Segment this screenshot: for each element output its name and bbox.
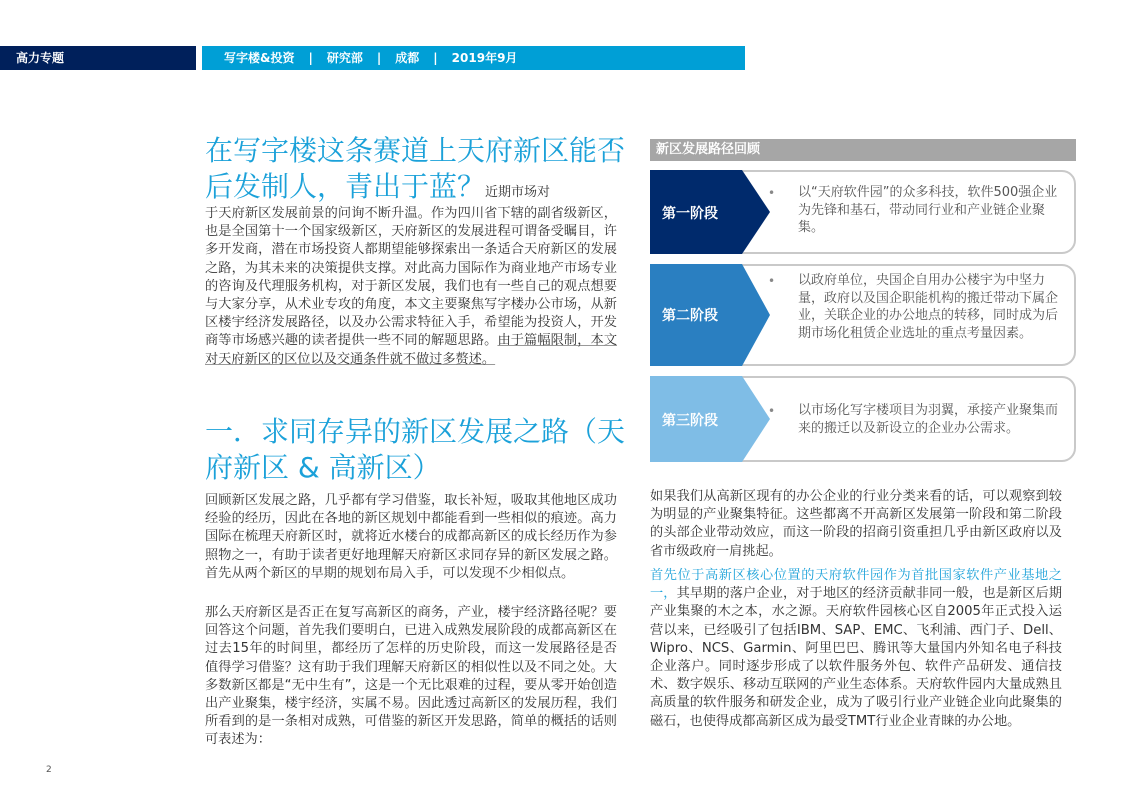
stages-section-title: 新区发展路径回顾 bbox=[650, 139, 1076, 161]
header-separator: | bbox=[308, 51, 313, 65]
header-topic: 写字楼&投资 bbox=[224, 51, 295, 65]
software-park-body: 其早期的落户企业，对于地区的经济贡献非同一般，也是新区后期产业集聚的木之本，水之源。天府软件园核心区自2005年正式投入运营以来，已经吸引了包括IBM、SAP、EMC、飞利浦、西门子、Dell、Wipro、NCS、Garmin、阿里巴巴、腾讯等大量国内外知名电子科技企业落户。同时逐步形成了以软件服务外包、软件产品研发、通信技术、数字娱乐、移动互联网的产业生态体系。天府软件园内大量成熟且高质量的软件服务和研发企业，成为了吸引行业产业链企业向此聚集的磁石，也使得成都高新区成为最受TMT行业企业青睐的办公地。 bbox=[650, 586, 1063, 729]
header-topic-bar bbox=[202, 46, 745, 70]
intro-lead: 近期市场对 bbox=[485, 185, 551, 200]
paragraph-software-park bbox=[650, 567, 1062, 731]
article-title-text: 在写字楼这条赛道上天府新区能否后发制人，青出于蓝？ bbox=[205, 134, 626, 203]
stage-label: 第三阶段 bbox=[662, 413, 718, 429]
header-topics bbox=[224, 46, 517, 70]
stage-description: 以政府单位，央国企自用办公楼宇为中坚力量，政府以及国企职能机构的搬迁带动下属企业，关联企业的办公地点的转移，同时成为后期市场化租赁企业选址的重点考量因素。 bbox=[798, 273, 1059, 341]
stage-label: 第二阶段 bbox=[662, 308, 718, 324]
header-topic: 成都 bbox=[395, 51, 420, 65]
software-park-highlight: 首先位于高新区核心位置的天府软件园作为首批国家软件产业基地之一， bbox=[650, 568, 1062, 602]
header-topic: 研究部 bbox=[326, 51, 363, 65]
header-separator: | bbox=[376, 51, 382, 65]
header-brand: 高力专题 bbox=[16, 51, 65, 65]
header-brand-bar bbox=[0, 46, 196, 70]
stage-description: 以“天府软件园”的众多科技，软件500强企业为先锋和基石，带动同行业和产业链企业聚集。 bbox=[798, 185, 1058, 235]
stage-description: 以市场化写字楼项目为羽翼，承接产业聚集而来的搬迁以及新设立的企业办公需求。 bbox=[798, 403, 1059, 436]
bullet-icon: • bbox=[768, 404, 776, 418]
stage-label: 第一阶段 bbox=[662, 206, 718, 222]
paragraph-industry: 如果我们从高新区现有的办公企业的行业分类来看的话，可以观察到较为明显的产业聚集特征。这些都离不开高新区发展第一阶段和第二阶段的头部企业带动效应，而这一阶段的招商引资重担几乎由新区政府以及省市级政府一肩挑起。 bbox=[650, 489, 1062, 559]
stage-card bbox=[650, 170, 1076, 254]
paragraph-review: 回顾新区发展之路，几乎都有学习借鉴，取长补短，吸取其他地区成功经验的经历，因此在各地的新区规划中都能看到一些相似的痕迹。高力国际在梳理天府新区时，就将近水楼台的成都高新区的成长经历作为参照物之一，有助于读者更好地理解天府新区求同存异的新区发展之路。首先从两个新区的早期的规划布局入手，可以发现不少相似点。 bbox=[205, 493, 617, 581]
intro-body: 于天府新区发展前景的问询不断升温。作为四川省下辖的副省级新区，也是全国第十一个国家级新区，天府新区的发展进程可谓备受瞩目，许多开发商，潜在市场投资人都期望能够探索出一条适合天府新区的发展之路，为其未来的决策提供支撑。对此高力国际作为商业地产市场专业的咨询及代理服务机构，对于新区发展，我们也有一些自己的观点想要与大家分享，从术业专攻的角度，本文主要聚焦写字楼办公市场，从新区楼宇经济发展路径，以及办公需求特征入手，希望能为投资人，开发商等市场感兴趣的读者提供一些不同的解题思路。 bbox=[205, 206, 617, 349]
article-title bbox=[205, 133, 625, 211]
intro-paragraph bbox=[205, 205, 617, 369]
stage-card bbox=[650, 264, 1076, 366]
header-separator: | bbox=[433, 51, 438, 65]
page-number: 2 bbox=[46, 765, 52, 775]
header-date: 2019年9月 bbox=[451, 51, 518, 65]
section-heading: 一．求同存异的新区发展之路（天府新区 & 高新区） bbox=[205, 415, 626, 484]
paragraph-question: 那么天府新区是否正在复写高新区的商务，产业，楼宇经济路径呢？要回答这个问题，首先我们要明白，已进入成熟发展阶段的成都高新区在过去15年的时间里，都经历了怎样的历史阶段，而这一发展路径是否值得学习借鉴？这有助于我们理解天府新区的相似性以及不同之处。大多数新区都是“无中生有”，这是一个无比艰难的过程，要从零开始创造出产业聚集，楼宇经济，实属不易。因此透过高新区的发展历程，我们所看到的是一条相对成熟，可借鉴的新区开发思路，简单的概括的话则可表述为： bbox=[205, 605, 617, 748]
bullet-icon: • bbox=[768, 186, 776, 200]
stage-card bbox=[650, 376, 1076, 462]
intro-tail: 由于篇幅限制，本文对天府新区的区位以及交通条件就不做过多赘述。 bbox=[205, 333, 618, 367]
bullet-icon: • bbox=[768, 274, 776, 288]
